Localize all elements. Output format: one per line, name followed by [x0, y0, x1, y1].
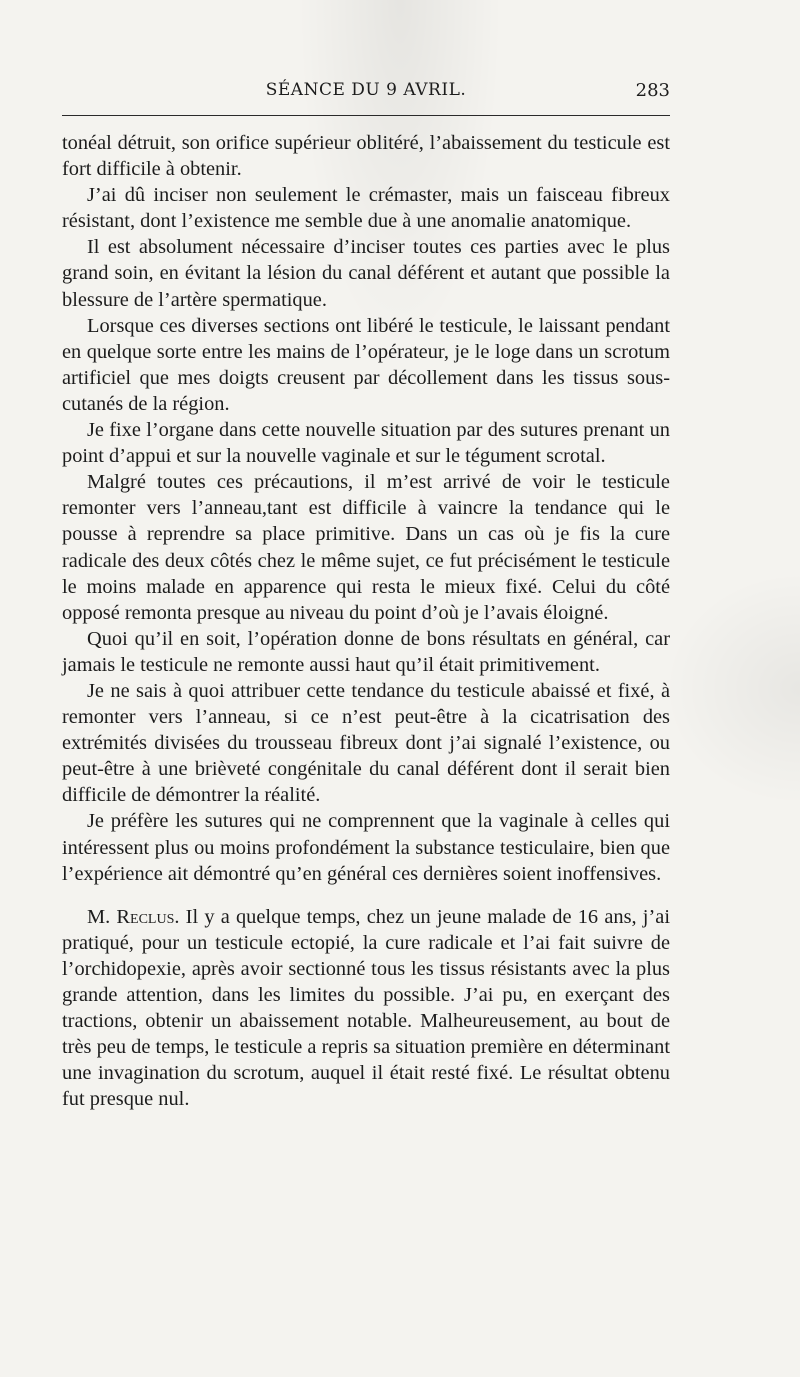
reclus-text: Il y a quelque temps, chez un jeune malade de 16 ans, j’ai pratiqué, pour un testicule ectopié, la cure radicale et l’ai fait suivre de l’orchidopexie, après avoir sectionné tous les tissus résistants avec la plus grande attention, dans les limites du possible. J’ai pu, en exerçant des tractions, obtenir un abaissement notable. Malheureusement, au bout de très peu de temps, le testicule a repris sa situation première en déterminant une invagination du scrotum, auquel il était resté fixé. Le résultat obtenu fut presque nul. — [62, 905, 670, 1111]
running-head — [62, 80, 670, 108]
paragraph-5: Je fixe l’organe dans cette nouvelle situation par des sutures prenant un point d’appui et sur la nouvelle vaginale et sur le tégument scrotal. — [62, 419, 670, 468]
reclus-paragraph — [62, 904, 670, 1113]
speaker-name: M. Reclus. — [87, 905, 180, 928]
paragraph-8: Je ne sais à quoi attribuer cette tendance du testicule abaissé et fixé, à remonter vers l’anneau, si ce n’est peut-être à la cicatrisation des extrémités divisées du trousseau fibreux dont j’ai signalé l’existence, ou peut-être à une brièveté congénitale du canal déférent dont il serait bien difficile de démontrer la réalité. — [62, 679, 670, 807]
paragraph-6: Malgré toutes ces précautions, il m’est arrivé de voir le testicule remonter vers l’anneau,tant est difficile à vaincre la tendance qui le pousse à reprendre sa place primitive. Dans un cas où je fis la cure radicale des deux côtés chez le même sujet, ce fut précisément le testicule le moins malade en apparence qui resta le mieux fixé. Celui du côté opposé remonta presque au niveau du point d’où je l’avais éloigné. — [62, 471, 670, 624]
paragraph-9: Je préfère les sutures qui ne comprennent que la vaginale à celles qui intéressent plus ou moins profondément la substance testiculaire, bien que l’expérience ait démontré qu’en général ces dernières soient inoffensives. — [62, 810, 670, 885]
page-number: 283 — [635, 80, 670, 101]
paragraph-4: Lorsque ces diverses sections ont libéré le testicule, le laissant pendant en quelque sorte entre les mains de l’opérateur, je le loge dans un scrotum artificiel que mes doigts creusent par décollement dans les tissus sous-cutanés de la région. — [62, 314, 670, 415]
paragraph-2: J’ai dû inciser non seulement le crémaster, mais un faisceau fibreux résistant, dont l’existence me semble due à une anomalie anatomique. — [62, 184, 670, 233]
running-head-title: SÉANCE DU 9 AVRIL. — [265, 80, 467, 100]
paragraph-1: tonéal détruit, son orifice supérieur oblitéré, l’abaissement du testicule est fort difficile à obtenir. — [62, 132, 670, 181]
paragraph-3: Il est absolument nécessaire d’inciser toutes ces parties avec le plus grand soin, en évitant la lésion du canal déférent et autant que possible la blessure de l’artère spermatique. — [62, 236, 670, 311]
header-rule — [62, 115, 670, 116]
paragraph-7: Quoi qu’il en soit, l’opération donne de bons résultats en général, car jamais le testicule ne remonte aussi haut qu’il était primitivement. — [62, 627, 670, 676]
page-body — [62, 130, 670, 1112]
